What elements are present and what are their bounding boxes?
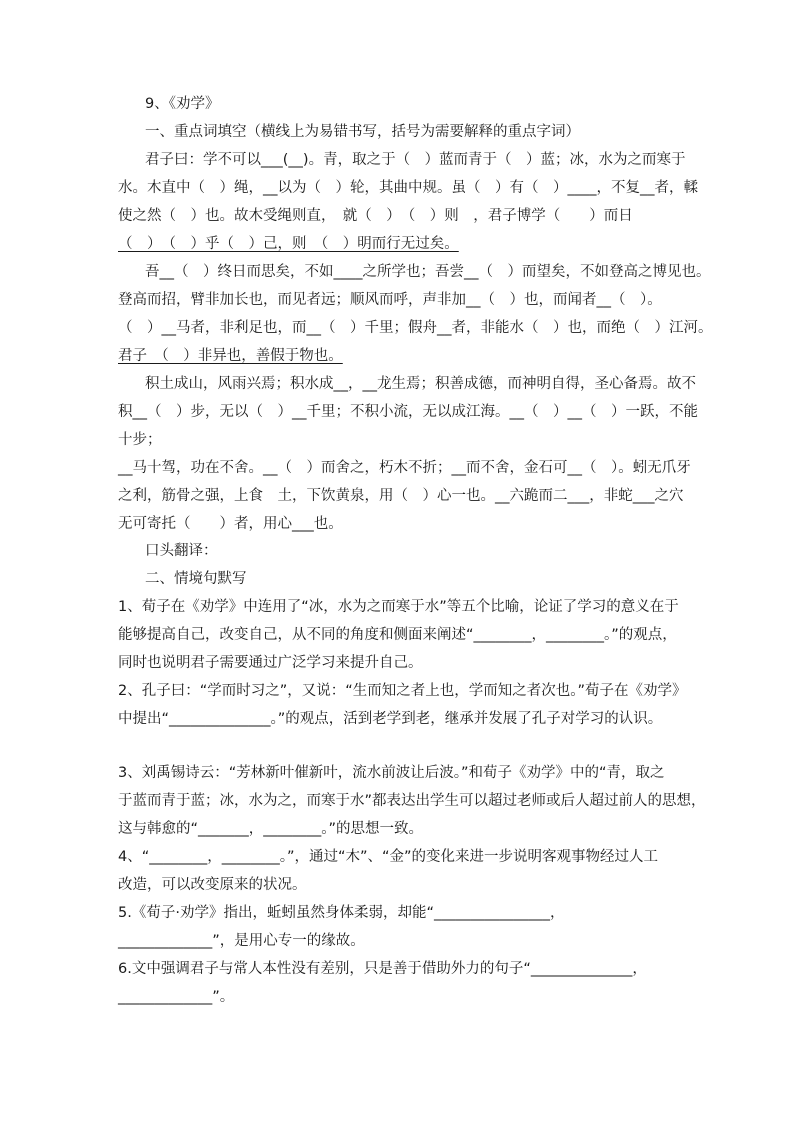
passage-line: 无可寄托（ ）者，用心___也。 (118, 516, 343, 532)
passage-line: 君子 （ ）非异也，善假于物也。 (118, 348, 343, 364)
question-line: 6.文中强调君子与常人本性没有差别，只是善于借助外力的句子“______________， (118, 961, 647, 977)
passage-line: （ ） （ ）乎（ ）己，则 （ ）明而行无过矣。 (118, 236, 459, 252)
passage-line: 水。木直中（ ）绳，__以为（ ）轮，其曲中规。虽（ ）有（ ）____，不复__者，輮 (118, 180, 698, 196)
question-line: 3、刘禹锡诗云：“芳林新叶催新叶，流水前波让后波。”和荀子《劝学》中的“青，取之 (118, 765, 665, 781)
passage-line: 吾__（ ）终日而思矣，不如____之所学也；吾尝__（ ）而望矣，不如登高之博见也。 (145, 264, 711, 280)
question-line: 改造，可以改变原来的状况。 (118, 877, 307, 893)
question-line: 2、孔子曰：“学而时习之”，又说：“生而知之者上也，学而知之者次也。”荀子在《劝学》 (118, 683, 687, 699)
passage-line: 之利，筋骨之强，上食 土，下饮黄泉，用（ ）心一也。__六跪而二___，非蛇___之穴 (118, 488, 684, 504)
passage-line: （ ）__马者，非利足也，而__（ ）千里；假舟__者，非能水（ ）也，而绝（ ）江河。 (118, 320, 713, 336)
passage-line: 十步； (118, 432, 162, 448)
question-line: 4、“________，________。”，通过“木”、“金”的变化来进一步说明客观事物经过人工 (118, 849, 659, 865)
lesson-title: 9、《劝学》 (145, 96, 220, 112)
passage-line: 使之然（ ）也。故木受绳则直， 就（ ） （ ）则 ，君子博学（ ）而日 (118, 208, 633, 224)
section1-heading: 一、重点词填空（横线上为易错书写，括号为需要解释的重点字词） (145, 124, 580, 140)
passage-line: 积__（ ）步，无以（ ）__千里；不积小流，无以成江海。__（ ）__（ ）一跃，不能 (118, 404, 698, 420)
passage-line: 积土成山，风雨兴焉；积水成__，__龙生焉；积善成德，而神明自得，圣心备焉。故不 (145, 376, 696, 392)
question-line: _____________”，是用心专一的缘故。 (118, 933, 365, 949)
question-line: 1、荀子在《劝学》中连用了“冰，水为之而寒于水”等五个比喻，论证了学习的意义在于 (118, 599, 679, 615)
question-line: 能够提高自己，改变自己，从不同的角度和侧面来阐述“________，________。”的观点， (118, 627, 677, 643)
passage-line: 登高而招，臂非加长也，而见者远；顺风而呼，声非加__（ ）也，而闻者__（ ）。 (118, 292, 662, 308)
question-line: 于蓝而青于蓝；冰，水为之，而寒于水”都表达出学生可以超过老师或后人超过前人的思想， (118, 793, 706, 809)
question-line: 这与韩愈的“_______，________。”的思想一致。 (118, 821, 424, 837)
passage-line: 君子曰：学不可以___(__)。青，取之于（ ）蓝而青于（ ）蓝；冰，水为之而寒于 (145, 152, 686, 168)
question-line: 5.《荀子·劝学》指出，蚯蚓虽然身体柔弱，却能“________________， (118, 905, 565, 921)
oral-translation-label: 口头翻译： (145, 543, 218, 559)
passage-line: __马十驾，功在不舍。__（ ）而舍之，朽木不折；__而不舍，金石可__（ ）。蚓无爪牙 (118, 460, 691, 476)
question-line: 中提出“______________。”的观点，活到老学到老，继承并发展了孔子对学习的认识。 (118, 711, 663, 727)
question-line: _____________”。 (118, 989, 235, 1005)
section2-heading: 二、情境句默写 (145, 571, 247, 587)
question-line: 同时也说明君子需要通过广泛学习来提升自己。 (118, 655, 423, 671)
